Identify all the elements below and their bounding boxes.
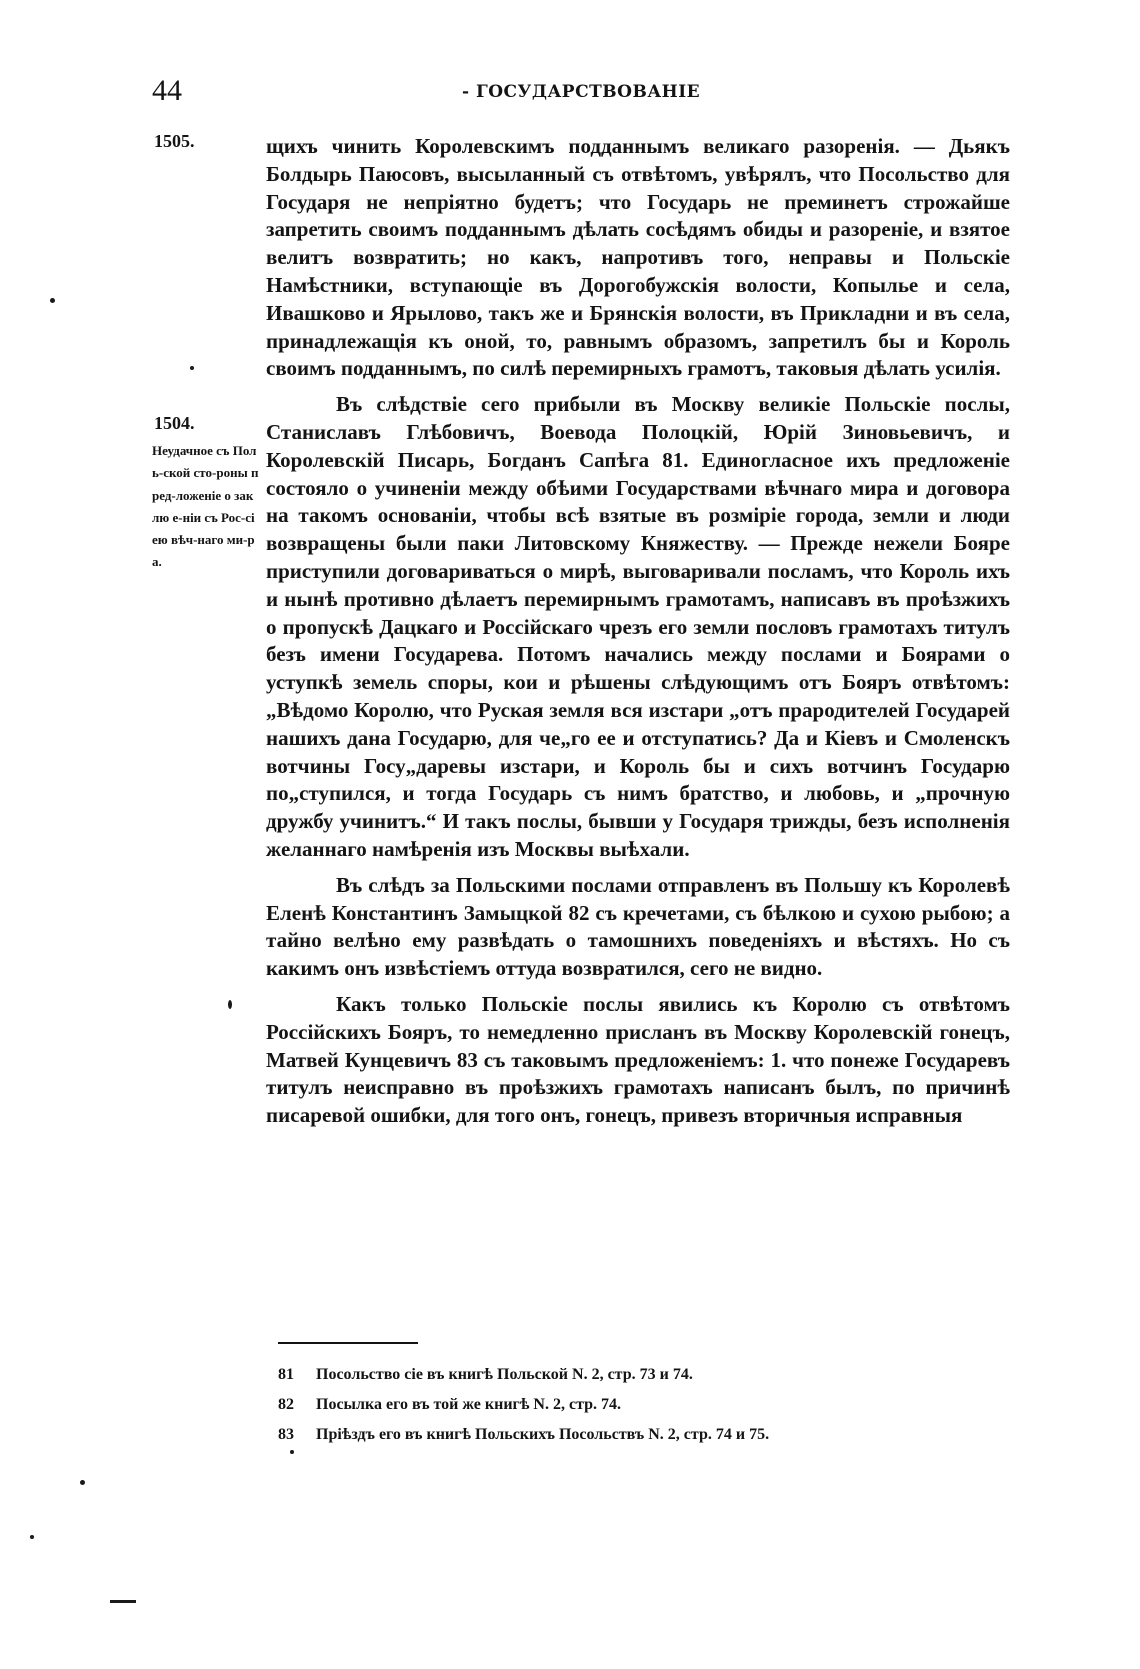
scan-speck [80, 1480, 85, 1485]
scan-speck [190, 366, 194, 370]
paragraph-1: щихъ чинить Королевскимъ подданнымъ великаго разоренія. — Дьякъ Болдырь Паюсовъ, высыланный съ отвѣтомъ, увѣрялъ, что Посольство для Государя не непріятно будетъ; что Государь не преминетъ строжайше запретить своимъ подданнымъ дѣлать сосѣдямъ обиды и разореніе, и взятое велитъ возвратить; но какъ, напротивъ того, неправы и Польскіе Намѣстники, вступающіе въ Дорогобужскія волости, Копылье и села, Ивашково и Ярылово, такъ же и Брянскія волости, въ Прикладни и въ села, принадлежащія къ оной, то, равнымъ образомъ, запретилъ бы и Король своимъ подданнымъ, по силѣ перемирныхъ грамотъ, таковыя дѣлать усилія. [266, 134, 1010, 381]
running-head: - ГОСУДАРСТВОВАНІЕ [462, 82, 701, 102]
footnote-83 [278, 1420, 1018, 1450]
page-header [152, 74, 1012, 114]
footnote-number: 83 [278, 1426, 294, 1443]
footnote-text: Посылка его въ той же книгѣ N. 2, стр. 74. [316, 1396, 622, 1413]
footnote-number: 82 [278, 1396, 294, 1413]
footnote-text: Посольство сіе въ книгѣ Польской N. 2, стр. 73 и 74. [316, 1366, 693, 1383]
scan-speck [290, 1450, 294, 1454]
margin-note: Неудачное съ Поль-ской сто-роны пред-ложеніе о заклю е-ніи съ Рос-сіею вѣч-наго ми-ра. [152, 443, 259, 570]
footnote-rule [278, 1342, 418, 1344]
main-text [266, 133, 1010, 1138]
paragraph-2: Въ слѣдствіе сего прибыли въ Москву великіе Польскіе послы, Станиславъ Глѣбовичъ, Воевода Полоцкій, Юрій Зиновьевичъ, и Королевскій Писарь, Богданъ Сапѣга 81. Единогласное ихъ предложеніе состояло о учиненіи между обѣими Государствами вѣчнаго мира и договора на такомъ основаніи, чтобы всѣ взятые въ розміріе города, земли и люди возвращены были паки Литовскому Княжеству. — Прежде нежели Бояре приступили договариваться о мирѣ, выговаривали посламъ, что Король ихъ и нынѣ противно дѣлаетъ перемирнымъ грамотамъ, написавъ въ проѣзжихъ о пропускѣ Дацкаго и Россійскаго чрезъ его земли пословъ грамотахъ титулъ безъ имени Государева. Потомъ начались между послами и Боярами о уступкѣ земель споры, кои и рѣшены слѣдующимъ отъ Бояръ отвѣтомъ: „Вѣдомо Королю, что Руская земля вся изстари „отъ прародителей Государей нашихъ дана Государю, для че„го ее и отступатись? Да и Кіевъ и Смоленскъ вотчины Госу„даревы изстари, и Король бы и сихъ вотчинъ Государю по„ступился, и тогда Государь съ нимъ братство, и любовь, и „прочную дружбу учинитъ.“ И такъ послы, бывши у Государя трижды, безъ исполненія желаннаго намѣренія изъ Москвы выѣхали. [266, 392, 1010, 861]
footnote-81 [278, 1360, 1018, 1390]
margin-year-1505: 1505. [154, 131, 195, 151]
scan-mark [110, 1600, 136, 1603]
footnote-text: Пріѣздъ его въ книгѣ Польскихъ Посольствъ N. 2, стр. 74 и 75. [316, 1426, 770, 1443]
page-number: 44 [152, 74, 182, 107]
scan-speck [30, 1535, 34, 1539]
scan-speck [228, 1000, 232, 1009]
paragraph-3: Въ слѣдъ за Польскими послами отправленъ въ Польшу къ Королевѣ Еленѣ Константинъ Замыцкой 82 съ кречетами, съ бѣлкою и сухою рыбою; а тайно велѣно ему развѣдать о тамошнихъ поведеніяхъ и вѣстяхъ. Но съ какимъ онъ извѣстіемъ оттуда возвратился, сего не видно. [266, 872, 1010, 981]
footnotes [278, 1360, 1018, 1450]
scan-speck [50, 298, 55, 303]
footnote-number: 81 [278, 1366, 294, 1383]
margin-year-1504: 1504. [154, 413, 195, 433]
paragraph-4: Какъ только Польскіе послы явились къ Королю съ отвѣтомъ Россійскихъ Бояръ, то немедленно присланъ въ Москву Королевскій гонецъ, Матвей Кунцевичъ 83 съ таковымъ предложеніемъ: 1. что понеже Государевъ титулъ неисправно въ проѣзжихъ грамотахъ написанъ былъ, по причинѣ писаревой ошибки, для того онъ, гонецъ, привезъ вторичныя исправныя [266, 991, 1010, 1128]
footnote-82 [278, 1390, 1018, 1420]
